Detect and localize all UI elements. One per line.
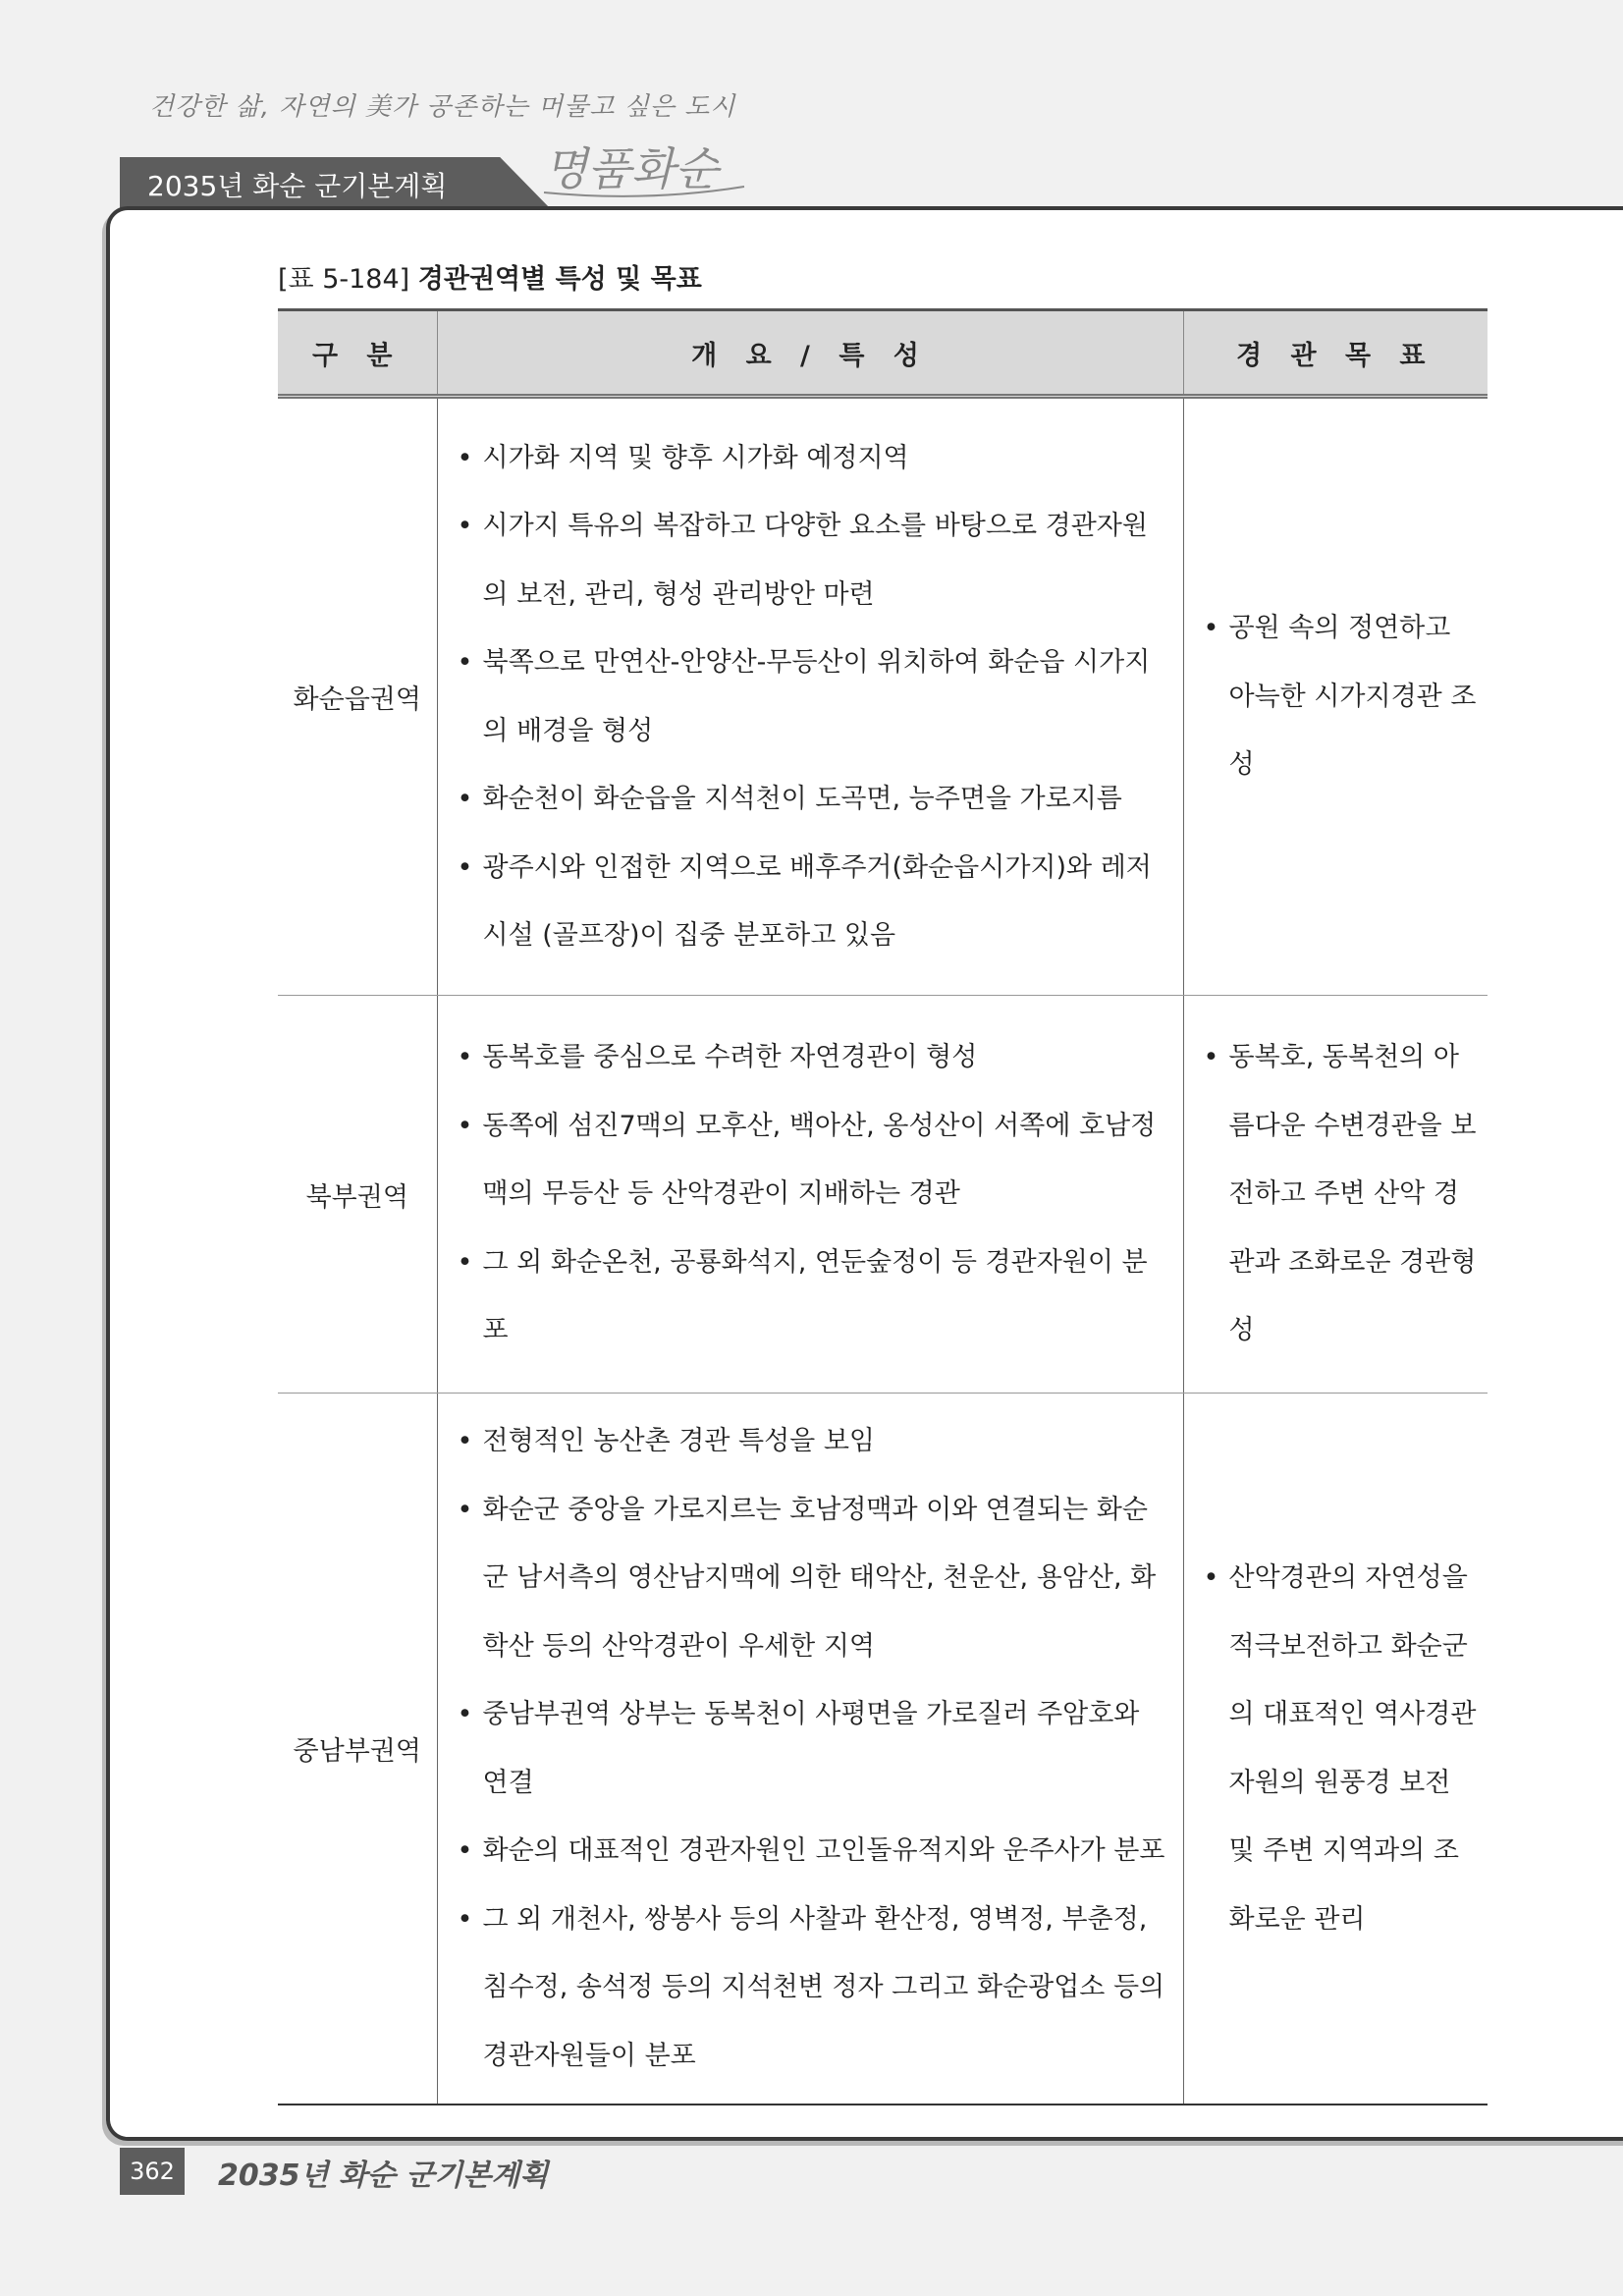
feature-item: • 시가화 지역 및 향후 시가화 예정지역 xyxy=(452,424,1169,493)
landscape-zone-table xyxy=(278,308,1488,2105)
feature-item: • 시가지 특유의 복잡하고 다양한 요소를 바탕으로 경관자원의 보전, 관리, 형성 관리방안 마련 xyxy=(452,492,1169,629)
row-features xyxy=(437,397,1183,996)
header-goals: 경 관 목 표 xyxy=(1183,310,1488,397)
header-features: 개 요 / 특 성 xyxy=(437,310,1183,397)
row-features xyxy=(437,1394,1183,2105)
table-row xyxy=(278,996,1488,1394)
table-row xyxy=(278,397,1488,996)
feature-item: • 중남부권역 상부는 동복천이 사평면을 가로질러 주암호와 연결 xyxy=(452,1680,1169,1817)
row-features xyxy=(437,996,1183,1394)
footer-title: 2035년 화순 군기본계획 xyxy=(218,2159,549,2193)
table-number: [표 5-184] xyxy=(278,264,410,295)
header-category: 구 분 xyxy=(278,310,437,397)
table-caption xyxy=(278,257,702,296)
row-category: 중남부권역 xyxy=(278,1394,437,2105)
row-goals xyxy=(1183,397,1488,996)
goal-item: • 동복호, 동복천의 아름다운 수변경관을 보전하고 주변 산악 경관과 조화로운 경관형성 xyxy=(1198,1023,1479,1365)
row-goals xyxy=(1183,1394,1488,2105)
header-slogan: 건강한 삶, 자연의 美가 공존하는 머물고 싶은 도시 xyxy=(149,92,736,122)
row-category: 화순읍권역 xyxy=(278,397,437,996)
logo-text: 명품화순 xyxy=(544,142,719,195)
table-row xyxy=(278,1394,1488,2105)
feature-item: • 그 외 개천사, 쌍봉사 등의 사찰과 환산정, 영벽정, 부춘정, 침수정, 송석정 등의 지석천변 정자 그리고 화순광업소 등의 경관자원들이 분포 xyxy=(452,1886,1169,2091)
feature-item: • 화순천이 화순읍을 지석천이 도곡면, 능주면을 가로지름 xyxy=(452,765,1169,834)
row-category: 북부권역 xyxy=(278,996,437,1394)
table-header-row xyxy=(278,310,1488,397)
feature-item: • 동쪽에 섬진7맥의 모후산, 백아산, 옹성산이 서쪽에 호남정맥의 무등산 등 산악경관이 지배하는 경관 xyxy=(452,1092,1169,1229)
row-goals xyxy=(1183,996,1488,1394)
goal-item: • 산악경관의 자연성을 적극보전하고 화순군의 대표적인 역사경관 자원의 원풍경 보전 및 주변 지역과의 조화로운 관리 xyxy=(1198,1544,1479,1953)
goal-item: • 공원 속의 정연하고 아늑한 시가지경관 조성 xyxy=(1198,594,1479,799)
feature-item: • 화순의 대표적인 경관자원인 고인돌유적지와 운주사가 분포 xyxy=(452,1817,1169,1886)
feature-item: • 북쪽으로 만연산-안양산-무등산이 위치하여 화순읍 시가지의 배경을 형성 xyxy=(452,629,1169,765)
brand-logo xyxy=(538,134,764,202)
feature-item: • 전형적인 농산촌 경관 특성을 보임 xyxy=(452,1407,1169,1476)
feature-item: • 화순군 중앙을 가로지르는 호남정맥과 이와 연결되는 화순군 남서측의 영산남지맥에 의한 태악산, 천운산, 용암산, 화학산 등의 산악경관이 우세한 지역 xyxy=(452,1476,1169,1681)
header-title: 2035년 화순 군기본계획 xyxy=(147,170,448,202)
feature-item: • 광주시와 인접한 지역으로 배후주거(화순읍시가지)와 레저시설 (골프장)이 집중 분포하고 있음 xyxy=(452,834,1169,970)
page-number: 362 xyxy=(120,2148,185,2195)
feature-item: • 동복호를 중심으로 수려한 자연경관이 형성 xyxy=(452,1023,1169,1092)
feature-item: • 그 외 화순온천, 공룡화석지, 연둔숲정이 등 경관자원이 분포 xyxy=(452,1229,1169,1365)
table-title: 경관권역별 특성 및 목표 xyxy=(417,264,702,295)
